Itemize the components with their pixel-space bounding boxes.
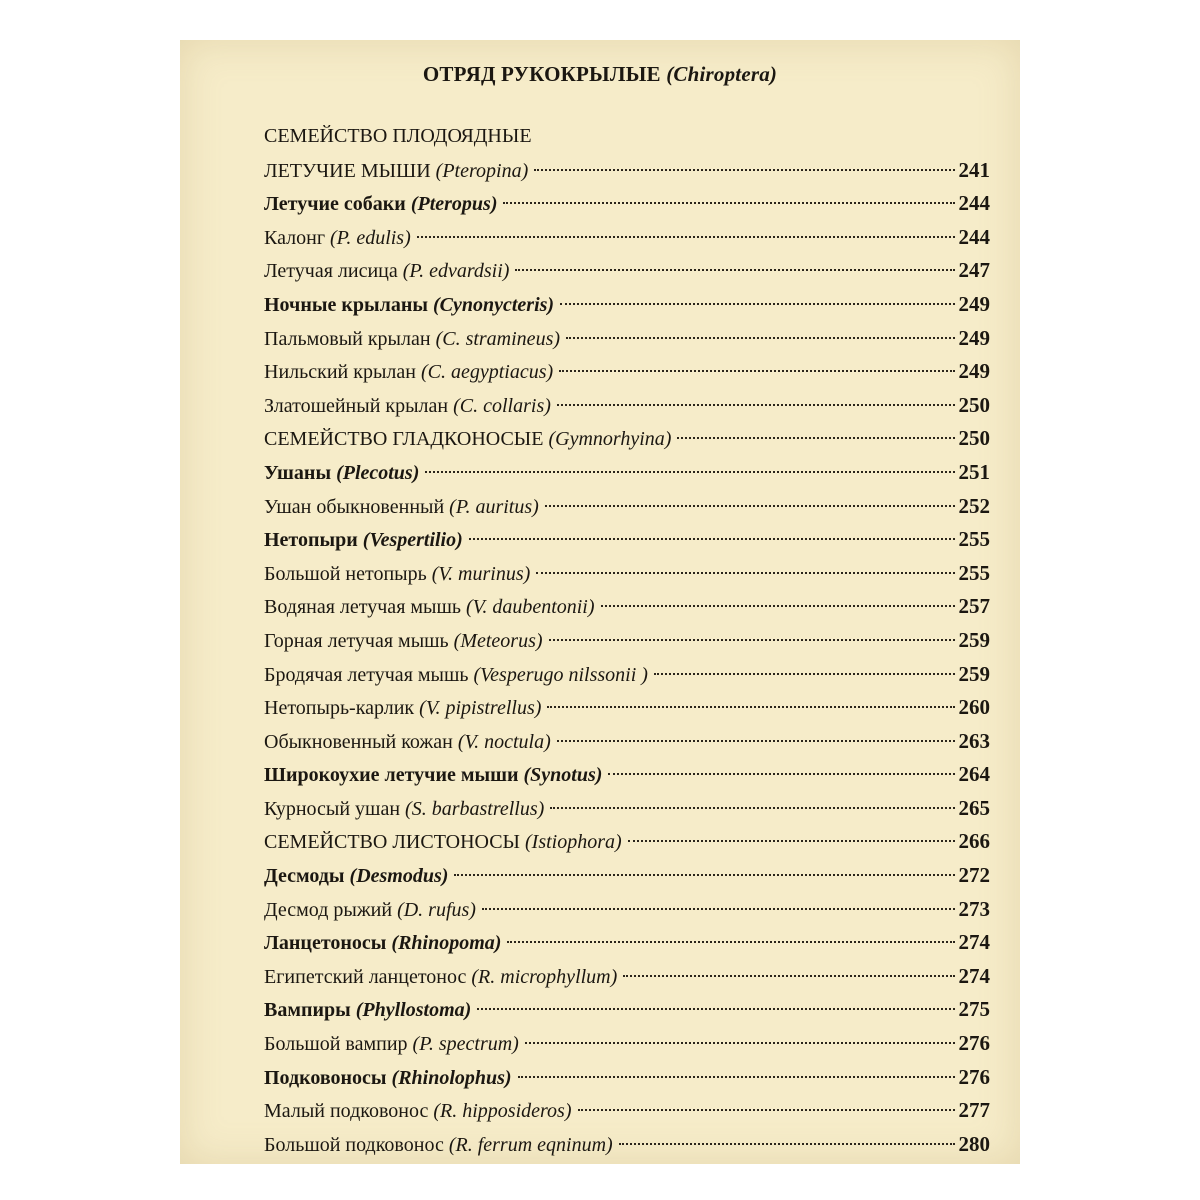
toc-entry-name: Нильский крылан — [264, 361, 421, 384]
toc-entry-name: Обыкновенный кожан — [264, 730, 458, 753]
dot-leader — [503, 202, 954, 204]
toc-entry — [264, 825, 990, 859]
toc-entry-latin: (V. pipistrellus) — [419, 697, 542, 720]
toc-entry-name: Водяная летучая мышь — [264, 596, 467, 619]
toc-entry-name: Ланцетоносы — [264, 932, 392, 955]
toc-entry — [264, 859, 990, 893]
page-number: 273 — [958, 896, 990, 921]
dot-leader — [525, 1042, 955, 1044]
toc-entry-name: Горная летучая мышь — [264, 629, 454, 652]
page-number: 266 — [958, 829, 990, 854]
toc-entry — [264, 658, 990, 692]
page-number: 265 — [958, 795, 990, 820]
toc-entry — [264, 758, 990, 792]
toc-entry — [264, 960, 990, 994]
toc-entry-name: Подковоносы — [264, 1066, 392, 1089]
dot-leader — [677, 437, 954, 439]
page-number: 250 — [958, 426, 990, 451]
page-number: 260 — [958, 695, 990, 720]
toc-entry — [264, 1027, 990, 1061]
toc-entry-latin: (Plecotus) — [336, 461, 420, 484]
toc-entry — [264, 288, 990, 322]
toc-entry-label — [264, 591, 595, 625]
toc-entry-label — [264, 1129, 613, 1163]
toc-entry-label — [264, 155, 528, 189]
toc-entry — [264, 523, 990, 557]
page-number: 249 — [958, 359, 990, 384]
section-heading-line: СЕМЕЙСТВО ПЛОДОЯДНЫЕ — [264, 125, 532, 147]
toc-entry — [264, 993, 990, 1027]
toc-entry-latin: (P. edvardsii) — [402, 260, 510, 283]
toc-entry-label — [264, 894, 476, 928]
toc-entries — [264, 154, 990, 1162]
toc-entry — [264, 221, 990, 255]
toc-entry — [264, 926, 990, 960]
dot-leader — [482, 908, 955, 910]
toc-entry-label — [264, 1095, 572, 1129]
toc-entry-label — [264, 726, 551, 760]
page-number: 247 — [958, 258, 990, 283]
toc-entry — [264, 1094, 990, 1128]
toc-entry-label — [264, 289, 554, 323]
toc-entry-latin: (V. noctula) — [457, 730, 551, 753]
toc-entry — [264, 725, 990, 759]
dot-leader — [534, 169, 954, 171]
toc-entry-label — [264, 188, 497, 222]
toc-entry — [264, 355, 990, 389]
page-number: 255 — [958, 527, 990, 552]
toc-entry-latin: (R. hipposideros) — [433, 1100, 572, 1123]
page-number: 255 — [958, 560, 990, 585]
toc-entry — [264, 422, 990, 456]
dot-leader — [557, 404, 955, 406]
toc-entry-label — [264, 491, 539, 525]
page-number: 244 — [958, 224, 990, 249]
page-number: 274 — [958, 963, 990, 988]
toc-entry-name: Калонг — [264, 226, 331, 249]
page-number: 249 — [958, 291, 990, 316]
page-number: 250 — [958, 392, 990, 417]
toc-entry-label — [264, 826, 622, 860]
title-latin: (Chiroptera) — [666, 62, 778, 86]
toc-entry-latin: (C. stramineus) — [435, 327, 561, 350]
dot-leader — [619, 1143, 955, 1145]
toc-entry-label — [264, 390, 551, 424]
table-of-contents — [264, 120, 990, 1161]
toc-entry-latin: (Vespertilio) — [362, 529, 463, 552]
toc-entry — [264, 1061, 990, 1095]
toc-entry-latin: (Rhinolophus) — [391, 1066, 512, 1089]
dot-leader — [601, 605, 955, 607]
toc-entry-label — [264, 255, 509, 289]
toc-entry-name: СЕМЕЙСТВО ЛИСТОНОСЫ — [264, 831, 525, 854]
toc-entry-label — [264, 423, 671, 457]
toc-entry — [264, 389, 990, 423]
toc-entry-name: Вампиры — [264, 999, 356, 1022]
toc-entry-name: Летучие собаки — [264, 193, 411, 216]
toc-entry — [264, 792, 990, 826]
toc-entry-name: Ночные крыланы — [264, 293, 433, 316]
toc-entry-label — [264, 323, 560, 357]
toc-entry-latin: (R. ferrum eqninum) — [448, 1133, 613, 1156]
dot-leader — [628, 840, 955, 842]
page-number: 274 — [958, 930, 990, 955]
toc-entry — [264, 557, 990, 591]
toc-entry-label — [264, 692, 541, 726]
toc-entry-latin: (Pteropus) — [410, 193, 498, 216]
page-number: 259 — [958, 627, 990, 652]
dot-leader — [417, 236, 955, 238]
toc-entry-latin: (V. daubentonii) — [466, 596, 595, 619]
toc-entry — [264, 624, 990, 658]
toc-entry-latin: (C. collaris) — [453, 394, 551, 417]
toc-entry — [264, 154, 990, 188]
toc-entry — [264, 1128, 990, 1162]
dot-leader — [578, 1109, 955, 1111]
toc-entry-label — [264, 994, 471, 1028]
toc-entry — [264, 254, 990, 288]
toc-entry-latin: (S. barbastrellus) — [405, 797, 545, 820]
toc-entry — [264, 490, 990, 524]
toc-entry-name: Большой вампир — [264, 1033, 413, 1056]
toc-entry-name: Летучая лисица — [264, 260, 403, 283]
toc-entry-name: Ушан обыкновенный — [264, 495, 450, 518]
toc-entry-latin: (Rhinopoma) — [391, 932, 502, 955]
toc-entry-label — [264, 860, 448, 894]
toc-entry-name: Пальмовый крылан — [264, 327, 436, 350]
page-title — [180, 62, 1020, 87]
page-number: 249 — [958, 325, 990, 350]
page-number: 280 — [958, 1131, 990, 1156]
toc-entry-latin: (Pteropina) — [435, 159, 529, 182]
dot-leader — [425, 471, 954, 473]
dot-leader — [549, 639, 955, 641]
toc-entry-name: СЕМЕЙСТВО ГЛАДКОНОСЫЕ — [264, 428, 549, 451]
page-number: 275 — [958, 997, 990, 1022]
toc-entry-label — [264, 524, 463, 558]
dot-leader — [469, 538, 955, 540]
page-number: 272 — [958, 863, 990, 888]
toc-entry-latin: (Meteorus) — [453, 629, 543, 652]
dot-leader — [477, 1008, 954, 1010]
toc-entry-label — [264, 558, 530, 592]
dot-leader — [507, 941, 954, 943]
page-number: 277 — [958, 1098, 990, 1123]
dot-leader — [515, 269, 954, 271]
dot-leader — [545, 505, 955, 507]
toc-entry-label — [264, 222, 411, 256]
toc-entry — [264, 322, 990, 356]
toc-entry-name: Десмоды — [264, 865, 350, 888]
toc-entry — [264, 590, 990, 624]
page-number: 264 — [958, 762, 990, 787]
page-number: 259 — [958, 661, 990, 686]
toc-entry-latin: (P. spectrum) — [412, 1033, 519, 1056]
toc-entry-label — [264, 356, 553, 390]
toc-entry-latin: (Gymnorhyina) — [548, 428, 672, 451]
page-number: 244 — [958, 191, 990, 216]
toc-entry-latin: (Desmodus) — [349, 865, 449, 888]
page-number: 257 — [958, 594, 990, 619]
book-page — [180, 40, 1020, 1164]
toc-entry-name: Египетский ланцетонос — [264, 965, 472, 988]
dot-leader — [550, 807, 954, 809]
toc-entry-name: Нетопыри — [264, 529, 363, 552]
toc-entry-latin: (D. rufus) — [397, 898, 476, 921]
toc-entry-name: ЛЕТУЧИЕ МЫШИ — [264, 159, 436, 182]
dot-leader — [559, 370, 954, 372]
toc-entry-latin: (Synotus) — [523, 764, 603, 787]
toc-entry-latin: (Vesperugo nilssonii ) — [473, 663, 648, 686]
toc-entry-name: Большой нетопырь — [264, 562, 432, 585]
dot-leader — [557, 740, 955, 742]
toc-entry-name: Ушаны — [264, 461, 337, 484]
toc-entry — [264, 691, 990, 725]
toc-entry-name: Златошейный крылан — [264, 394, 454, 417]
toc-entry-name: Малый подковонос — [264, 1100, 434, 1123]
toc-entry-latin: (P. auritus) — [449, 495, 539, 518]
page-number: 251 — [958, 459, 990, 484]
dot-leader — [518, 1076, 955, 1078]
toc-entry-label — [264, 457, 419, 491]
toc-entry-latin: (Cynonycteris) — [432, 293, 555, 316]
toc-entry-latin: (Istiophora) — [525, 831, 622, 854]
toc-entry-latin: (V. murinus) — [431, 562, 531, 585]
page-number: 252 — [958, 493, 990, 518]
toc-entry — [264, 456, 990, 490]
dot-leader — [454, 874, 954, 876]
dot-leader — [608, 773, 954, 775]
title-text: ОТРЯД РУКОКРЫЛЫЕ — [422, 62, 661, 86]
toc-entry-label — [264, 961, 617, 995]
toc-entry-name: Бродячая летучая мышь — [264, 663, 474, 686]
toc-entry-label — [264, 759, 602, 793]
toc-entry-label — [264, 927, 501, 961]
toc-entry-latin: (Phyllostoma) — [355, 999, 472, 1022]
page-number: 276 — [958, 1031, 990, 1056]
toc-entry-label — [264, 1062, 512, 1096]
dot-leader — [536, 572, 954, 574]
toc-entry-name: Десмод рыжий — [264, 898, 398, 921]
toc-entry-name: Большой подковонос — [264, 1133, 449, 1156]
toc-entry — [264, 187, 990, 221]
toc-entry-name: Курносый ушан — [264, 797, 406, 820]
toc-entry-name: Нетопырь-карлик — [264, 697, 420, 720]
page-number: 276 — [958, 1064, 990, 1089]
toc-entry-label — [264, 659, 648, 693]
toc-entry-label — [264, 1028, 519, 1062]
toc-entry-latin: (P. edulis) — [330, 226, 411, 249]
page-number: 241 — [958, 157, 990, 182]
dot-leader — [654, 673, 955, 675]
toc-entry — [264, 893, 990, 927]
dot-leader — [547, 706, 954, 708]
toc-entry-label — [264, 625, 543, 659]
dot-leader — [560, 303, 954, 305]
dot-leader — [623, 975, 954, 977]
toc-entry-latin: (C. aegyptiacus) — [420, 361, 554, 384]
toc-entry-label — [264, 793, 544, 827]
toc-entry-latin: (R. microphyllum) — [471, 965, 618, 988]
page-number: 263 — [958, 728, 990, 753]
toc-entry-name: Широкоухие летучие мыши — [264, 764, 524, 787]
dot-leader — [566, 337, 954, 339]
